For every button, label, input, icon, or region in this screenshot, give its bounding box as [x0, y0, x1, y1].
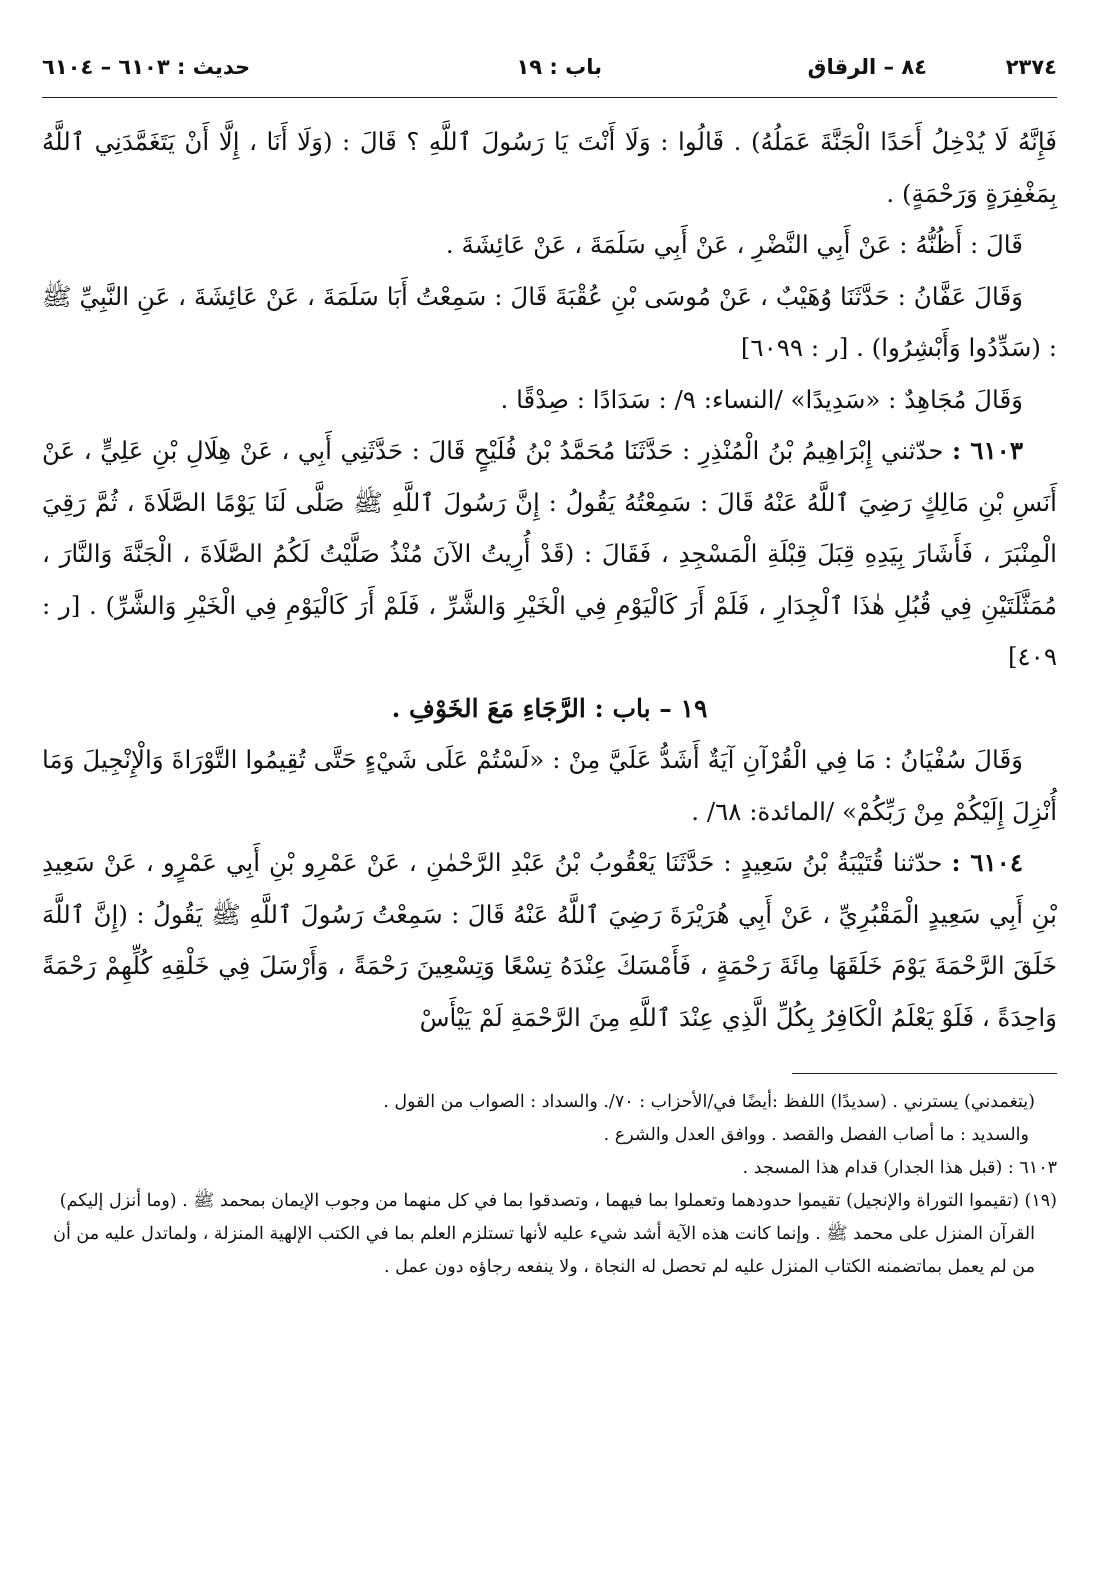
body-text — [42, 116, 1057, 1043]
page-number: ٢٣٧٤ — [1005, 55, 1057, 79]
header-rule — [42, 97, 1057, 98]
footnote-line: والسديد : ما أصاب الفصل والقصد . ووافق العدل والشرع . — [603, 1125, 1029, 1145]
paragraph-affan: وَقَالَ عَفَّانُ : حَدَّثَنَا وُهَيْبٌ ، عَنْ مُوسَى بْنِ عُقْبَةَ قَالَ : سَمِعْتُ أَبَا سَلَمَةَ ، عَنْ عَائِشَةَ ، عَنِ النَّبِيِّ ﷺ : (سَدِّدُوا وَأَبْشِرُوا) . [ر : ٦٠٩٩] — [42, 281, 1057, 362]
hadith-6103 — [42, 425, 1057, 683]
footnote-19: (١٩) (تقيموا التوراة والإنجيل) تقيموا حدودهما وتعملوا بما فيهما ، وتصدقوا بما في كل منهما من وجوب الإيمان بمحمد ﷺ . (وما أنزل إليكم) القرآن المنزل على محمد ﷺ . وإنما كانت هذه الآية أشد شيء عليه لأنها تستلزم العلم بما في الكتب الإلهية المنزلة ، ولماتدل عليه من أن من لم يعمل بماتضمنه الكتاب المنزل عليه لم تحصل له النجاة ، ولا ينفعه رجاؤه دون عمل . — [53, 1191, 1057, 1277]
hadith-number: ٦١٠٤ : — [951, 848, 1023, 877]
hadith-range: حديث : ٦١٠٣ – ٦١٠٤ — [42, 55, 251, 79]
paragraph-mujahid: وَقَالَ مُجَاهِدٌ : «سَدِيدًا» /النساء: ٩/ : سَدَادًا : صِدْقًا . — [500, 384, 1023, 414]
paragraph-sufyan: وَقَالَ سُفْيَانُ : مَا فِي الْقُرْآنِ آيَةٌ أَشَدُّ عَلَيَّ مِنْ : «لَسْتُمْ عَلَى شَيْءٍ حَتَّى تُقِيمُوا التَّوْرَاةَ وَالْإِنْجِيلَ وَمَا أُنْزِلَ إِلَيْكُمْ مِنْ رَبِّكُمْ» /المائدة: ٦٨/ . — [42, 745, 1057, 826]
hadith-6104 — [42, 837, 1057, 1043]
footnote-6103: ٦١٠٣ : (قبل هذا الجدار) قدام هذا المسجد . — [742, 1158, 1057, 1178]
paragraph-continuation: فَإِنَّهُ لَا يُدْخِلُ أَحَدًا الْجَنَّةَ عَمَلُهُ) . قَالُوا : وَلَا أَنْتَ يَا رَسُولَ ٱللَّهِ ؟ قَالَ : (وَلَا أَنَا ، إِلَّا أَنْ يَتَغَمَّدَنِي ٱللَّهُ بِمَغْفِرَةٍ وَرَحْمَةٍ) . — [42, 127, 1057, 208]
hadith-text: حدّثنا قُتَيْبَةُ بْنُ سَعِيدٍ : حَدَّثَنَا يَعْقُوبُ بْنُ عَبْدِ الرَّحْمٰنِ ، عَنْ عَمْرِو بْنِ أَبِي عَمْرٍو ، عَنْ سَعِيدِ بْنِ أَبِي سَعِيدٍ الْمَقْبُرِيِّ ، عَنْ أَبِي هُرَيْرَةَ رَضِيَ ٱللَّهُ عَنْهُ قَالَ : سَمِعْتُ رَسُولَ ٱللَّهِ ﷺ يَقُولُ : (إِنَّ ٱللَّهَ خَلَقَ الرَّحْمَةَ يَوْمَ خَلَقَهَا مِائَةَ رَحْمَةٍ ، فَأَمْسَكَ عِنْدَهُ تِسْعًا وَتِسْعِينَ رَحْمَةً ، وَأَرْسَلَ فِي خَلْقِهِ كُلِّهِمْ رَحْمَةً وَاحِدَةً ، فَلَوْ يَعْلَمُ الْكَافِرُ بِكُلِّ الَّذِي عِنْدَ ٱللَّهِ مِنَ الرَّحْمَةِ لَمْ يَيْأَسْ — [42, 848, 1057, 1032]
chapter-heading: ١٩ – باب : الرَّجَاءِ مَعَ الخَوْفِ . — [391, 693, 708, 723]
chapter-indicator: باب : ١٩ — [516, 55, 602, 79]
paragraph-narration-note: قَالَ : أَظُنُّهُ : عَنْ أَبِي النَّضْرِ ، عَنْ أَبِي سَلَمَةَ ، عَنْ عَائِشَةَ . — [445, 230, 1023, 259]
footnotes — [42, 1086, 1057, 1284]
footnote-rule — [792, 1073, 1057, 1074]
book-title: ٨٤ – الرقاق — [807, 55, 927, 79]
hadith-number: ٦١٠٣ : — [952, 436, 1023, 465]
running-header — [42, 55, 1057, 89]
footnote-line: (يتغمدني) يسترني . (سديدًا) اللفظ :أيضًا في/الأحزاب : ٧٠/. والسداد : الصواب من القول . — [383, 1092, 1035, 1112]
hadith-text: حدّثني إِبْرَاهِيمُ بْنُ الْمُنْذِرِ : حَدَّثَنَا مُحَمَّدُ بْنُ فُلَيْحٍ قَالَ : حَدَّثَنِي أَبِي ، عَنْ هِلَالِ بْنِ عَلِيٍّ ، عَنْ أَنَسِ بْنِ مَالِكٍ رَضِيَ ٱللَّهُ عَنْهُ قَالَ : سَمِعْتُهُ يَقُولُ : إِنَّ رَسُولَ ٱللَّهِ ﷺ صَلَّى لَنَا يَوْمًا الصَّلَاةَ ، ثُمَّ رَقِيَ الْمِنْبَرَ ، فَأَشَارَ بِيَدِهِ قِبَلَ قِبْلَةِ الْمَسْجِدِ ، فَقَالَ : (قَدْ أُرِيتُ الآنَ مُنْذُ صَلَّيْتُ لَكُمُ الصَّلَاةَ ، الْجَنَّةَ وَالنَّارَ ، مُمَثَّلَتَيْنِ فِي قُبُلِ هٰذَا ٱلْجِدَارِ ، فَلَمْ أَرَ كَالْيَوْمِ فِي الْخَيْرِ وَالشَّرِّ ، فَلَمْ أَرَ كَالْيَوْمِ فِي الْخَيْرِ وَالشَّرِّ) . [ر : ٤٠٩] — [42, 436, 1057, 671]
